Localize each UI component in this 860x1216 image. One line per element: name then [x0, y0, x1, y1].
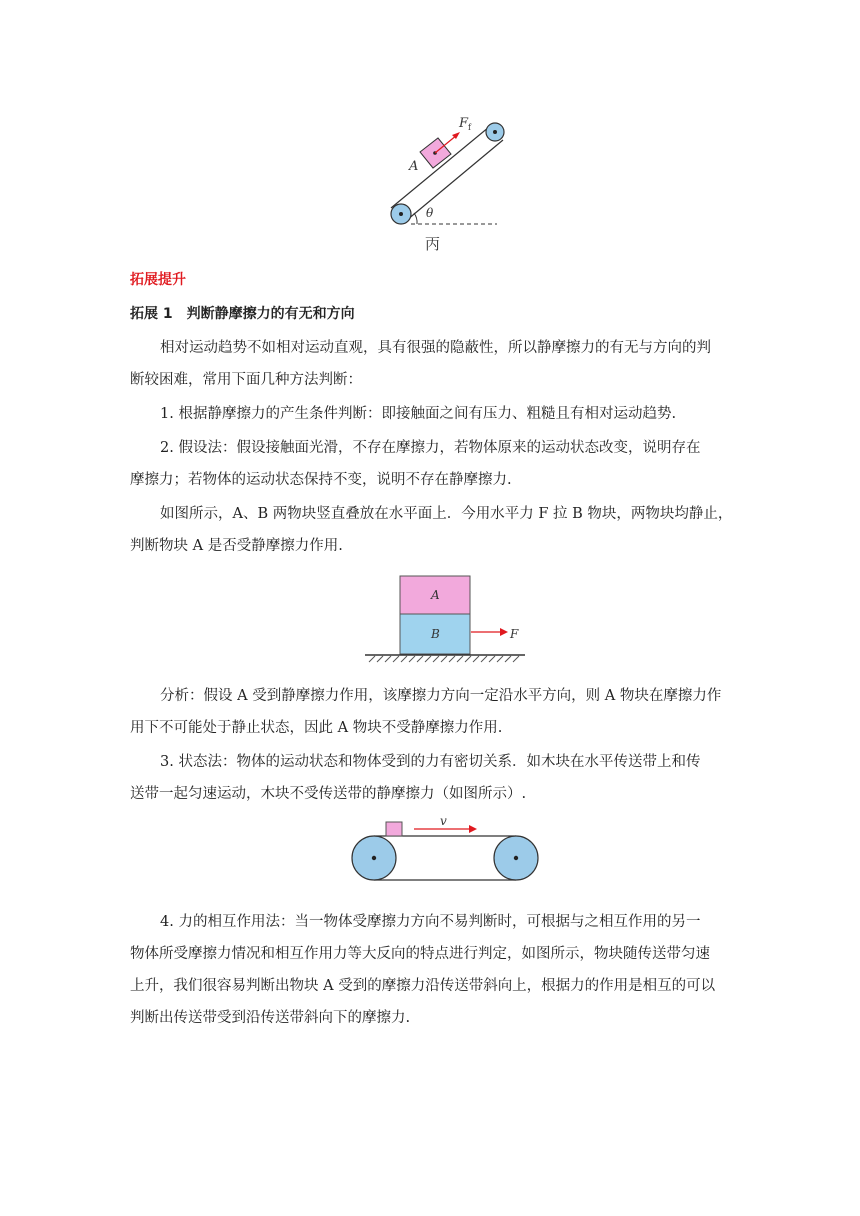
right-pulley-axle	[514, 856, 518, 860]
heading-extension-1: 拓展 1 判断静摩擦力的有无和方向	[130, 306, 355, 322]
velocity-label: v	[440, 814, 447, 828]
wood-block	[386, 822, 402, 836]
item-3-line2: 送带一起匀速运动，木块不受传送带的静摩擦力（如图所示）.	[130, 786, 527, 802]
velocity-arrow-head	[469, 825, 477, 833]
section-title: 拓展提升	[130, 272, 186, 288]
item-2-line1: 2. 假设法：假设接触面光滑，不存在摩擦力，若物体原来的运动状态改变，说明存在	[160, 440, 701, 456]
item-4-line4: 判断出传送带受到沿传送带斜向下的摩擦力.	[130, 1010, 411, 1026]
analysis-line2: 用下不可能处于静止状态，因此 A 物块不受静摩擦力作用.	[130, 720, 503, 736]
upper-pulley-axle	[493, 130, 497, 134]
stacked-blocks-figure	[365, 572, 530, 664]
item-4-line3: 上升，我们很容易判断出物块 A 受到的摩擦力沿传送带斜向上，根据力的作用是相互的可以	[130, 978, 716, 994]
incline-conveyor-figure	[385, 110, 515, 260]
item-4-line1: 4. 力的相互作用法：当一物体受摩擦力方向不易判断时，可根据与之相互作用的另一	[160, 914, 701, 930]
para-intro-line1: 相对运动趋势不如相对运动直观，具有很强的隐蔽性，所以静摩擦力的有无与方向的判	[160, 340, 711, 356]
item-1: 1. 根据静摩擦力的产生条件判断：即接触面之间有压力、粗糙且有相对运动趋势.	[160, 406, 677, 422]
para-intro-line2: 断较困难，常用下面几种方法判断：	[130, 372, 362, 388]
example-line2: 判断物块 A 是否受静摩擦力作用.	[130, 538, 343, 554]
label-a: A	[409, 159, 419, 174]
force-arrow-head	[500, 628, 508, 636]
analysis-line1: 分析：假设 A 受到静摩擦力作用，该摩擦力方向一定沿水平方向，则 A 物块在摩擦力作	[160, 688, 722, 704]
horizontal-conveyor-figure	[348, 814, 543, 884]
lower-pulley-axle	[399, 212, 403, 216]
block-b-label: B	[431, 627, 440, 641]
block-a-label: A	[431, 588, 440, 602]
ground-hatching	[369, 656, 519, 662]
example-line1: 如图所示，A、B 两物块竖直叠放在水平面上．今用水平力 F 拉 B 物块，两物块均静止，	[160, 506, 733, 522]
item-2-line2: 摩擦力；若物体的运动状态保持不变，说明不存在静摩擦力.	[130, 472, 512, 488]
left-pulley-axle	[372, 856, 376, 860]
angle-arc	[414, 213, 417, 224]
label-theta: θ	[426, 206, 434, 220]
figure-caption-bing: 丙	[425, 235, 441, 253]
label-f-subscript: f	[468, 123, 471, 132]
item-3-line1: 3. 状态法：物体的运动状态和物体受到的力有密切关系．如木块在水平传送带上和传	[160, 754, 701, 770]
label-f: F	[459, 116, 469, 131]
force-label: F	[510, 627, 519, 641]
item-4-line2: 物体所受摩擦力情况和相互作用力等大反向的特点进行判定，如图所示，物块随传送带匀速	[130, 946, 710, 962]
belt-upper-line	[391, 127, 489, 208]
